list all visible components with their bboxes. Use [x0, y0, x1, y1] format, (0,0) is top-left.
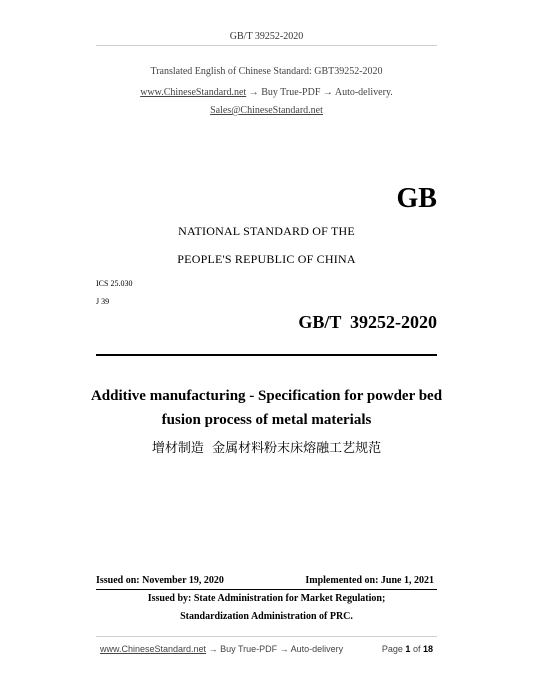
ics-code: ICS 25.030 [96, 279, 133, 288]
standard-number: GB/T 39252-2020 [298, 312, 437, 332]
arrow-icon: → [322, 87, 333, 98]
purchase-links [0, 87, 533, 98]
footer-site-link[interactable]: www.ChineseStandard.net [100, 644, 207, 654]
buy-text: Buy True-PDF [261, 87, 321, 98]
page-total: 18 [422, 644, 433, 654]
issued-on-date: Issued on: November 19, 2020 [96, 575, 224, 586]
national-standard-line1: NATIONAL STANDARD OF THE [178, 224, 355, 238]
page-of: of [412, 644, 421, 654]
footer-links [100, 644, 343, 654]
title-chinese: 增材制造 金属材料粉末床熔融工艺规范 [151, 441, 382, 456]
sales-email-link[interactable]: Sales@ChineseStandard.net [210, 105, 323, 116]
header-divider [96, 45, 437, 46]
gb-mark: GB [396, 183, 437, 214]
dates-divider [96, 589, 437, 590]
footer-divider [96, 636, 437, 637]
auto-delivery-text: Auto-delivery. [334, 87, 393, 98]
page-label: Page [381, 644, 403, 654]
j-code: J 39 [96, 297, 110, 306]
national-standard-line2: PEOPLE'S REPUBLIC OF CHINA [177, 252, 356, 266]
arrow-icon: → [208, 644, 218, 654]
translation-notice: Translated English of Chinese Standard: GBT39252-2020 [150, 66, 383, 77]
implemented-on-date: Implemented on: June 1, 2021 [305, 575, 434, 586]
title-line1: Additive manufacturing - Specification for powder bed [90, 388, 443, 404]
page-indicator [382, 644, 433, 654]
arrow-icon: → [279, 644, 289, 654]
site-link[interactable]: www.ChineseStandard.net [140, 87, 247, 98]
running-header: GB/T 39252-2020 [229, 31, 304, 42]
footer-buy-text: Buy True-PDF [220, 644, 278, 654]
title-divider [96, 354, 437, 356]
footer-auto-text: Auto-delivery [290, 644, 344, 654]
sales-line [0, 105, 533, 116]
page-current: 1 [405, 644, 411, 654]
arrow-icon: → [248, 87, 259, 98]
issuer-line2: Standardization Administration of PRC. [180, 611, 353, 622]
title-line2: fusion process of metal materials [161, 412, 372, 428]
issuer-line1: Issued by: State Administration for Market Regulation; [147, 593, 386, 604]
